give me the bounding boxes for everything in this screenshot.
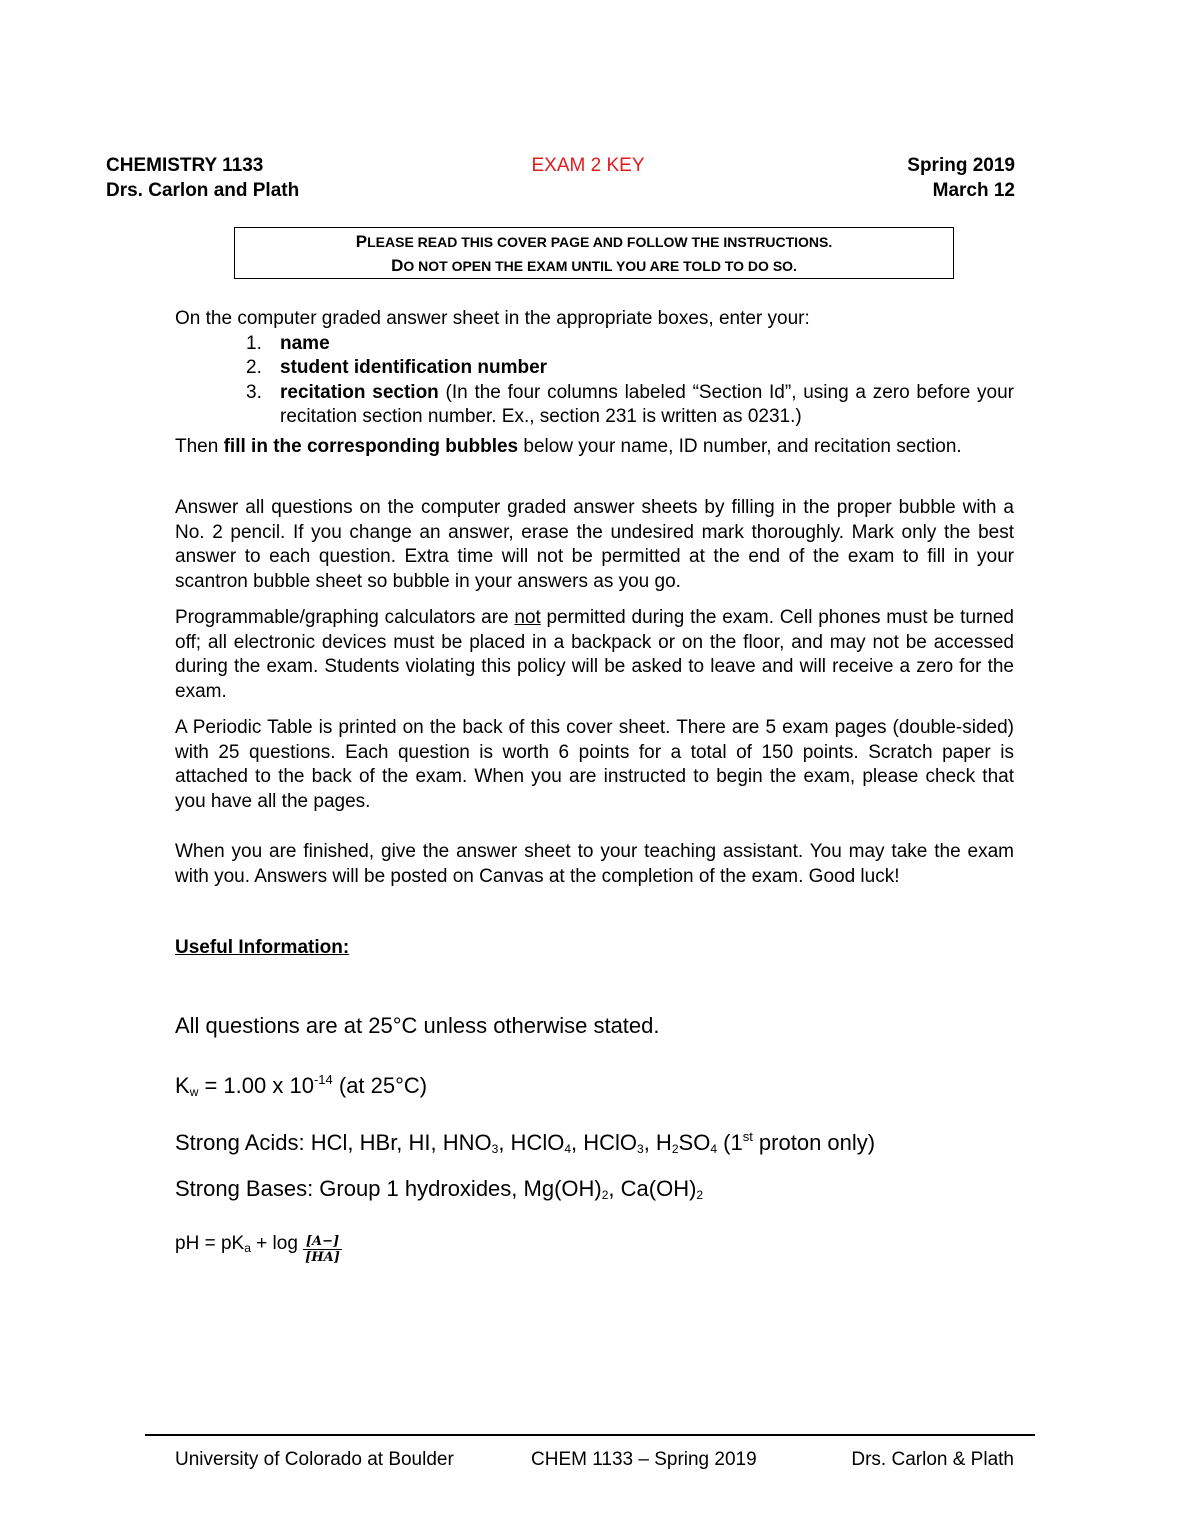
exam-date: March 12 — [932, 180, 1015, 201]
entry-intro: On the computer graded answer sheet in the appropriate boxes, enter your: — [175, 308, 810, 329]
kw-constant: $K_w = 1.00$ x $10^{-14}$ (at 25°C) — [175, 1072, 428, 1099]
bubble-instruction: Then fill in the corresponding bubbles below your name, ID number, and recitation section. — [175, 436, 962, 457]
term: Spring 2019 — [907, 155, 1015, 176]
entry-steps — [175, 332, 1014, 430]
fraction-denominator: [HA] — [305, 1250, 340, 1265]
finish-paragraph: When you are finished, give the answer sheet to your teaching assistant. You may take the exam with you. Answers will be posted on Canvas at the completion of the exam. Good luck! — [175, 841, 1014, 887]
footer-school: University of Colorado at Boulder — [175, 1449, 454, 1470]
temperature-note: All questions are at 25°C unless otherwise stated. — [175, 1013, 660, 1038]
header-right — [907, 153, 1015, 203]
strong-bases: Strong Bases: Group 1 hydroxides, $Mg(OH)_2$, $Ca(OH)_2$ — [175, 1176, 704, 1202]
calculator-paragraph: Programmable/graphing calculators are not permitted during the exam. Cell phones must be turned off; all electronic devices must be placed in a backpack or on the floor, and may not be accessed during the exam. Students violating this policy will be asked to leave and will receive a zero for the exam. — [175, 607, 1014, 702]
periodic-table-paragraph: A Periodic Table is printed on the back of this cover sheet. There are 5 exam pages (double-sided) with 25 questions. Each question is worth 6 points for a total of 150 points. Scratch paper is attached to the back of the exam. When you are instructed to begin the exam, please check that you have all the pages. — [175, 717, 1014, 812]
footer-course: CHEM 1133 – Spring 2019 — [531, 1449, 757, 1470]
footer-rule — [145, 1434, 1035, 1436]
exam-title: EXAM 2 KEY — [531, 155, 645, 176]
fraction-numerator: [A−] — [303, 1234, 342, 1250]
step-item: 3. recitation section (In the four columns labeled “Section Id”, using a zero before your recitation section number. Ex., section 231 is written as 0231.) — [246, 381, 1014, 427]
notice-box — [234, 227, 954, 279]
strong-acids: Strong Acids: HCl, HBr, HI, $HNO_3$, HClO$_4$, HClO$_3$, $H_2SO_4$ (1st proton only) — [175, 1129, 876, 1156]
step-item: 2. student identification number — [246, 357, 548, 378]
entry-instructions — [175, 307, 1014, 430]
henderson-hasselbalch: pH = $pK_a + \log$ $\frac{[A-]}{[HA]}$ — [175, 1233, 340, 1265]
answer-paragraph: Answer all questions on the computer graded answer sheets by filling in the proper bubble with a No. 2 pencil. If you change an answer, erase the undesired mark thoroughly. Mark only the best answer to each question. Extra time will not be permitted at the end of the exam to fill in your scantron bubble sheet so bubble in your answers as you go. — [175, 497, 1014, 592]
notice-line-1: PLEASE READ THIS COVER PAGE AND FOLLOW THE INSTRUCTIONS. — [355, 232, 833, 251]
instructors: Drs. Carlon and Plath — [106, 180, 300, 201]
footer-instructors: Drs. Carlon & Plath — [851, 1449, 1014, 1470]
log-fraction — [303, 1234, 342, 1265]
course-title: CHEMISTRY 1133 — [106, 155, 264, 176]
step-item: 1. name — [246, 332, 330, 354]
notice-line-2: DO NOT OPEN THE EXAM UNTIL YOU ARE TOLD TO DO SO. — [391, 256, 797, 275]
useful-info-heading: Useful Information: — [175, 937, 350, 958]
